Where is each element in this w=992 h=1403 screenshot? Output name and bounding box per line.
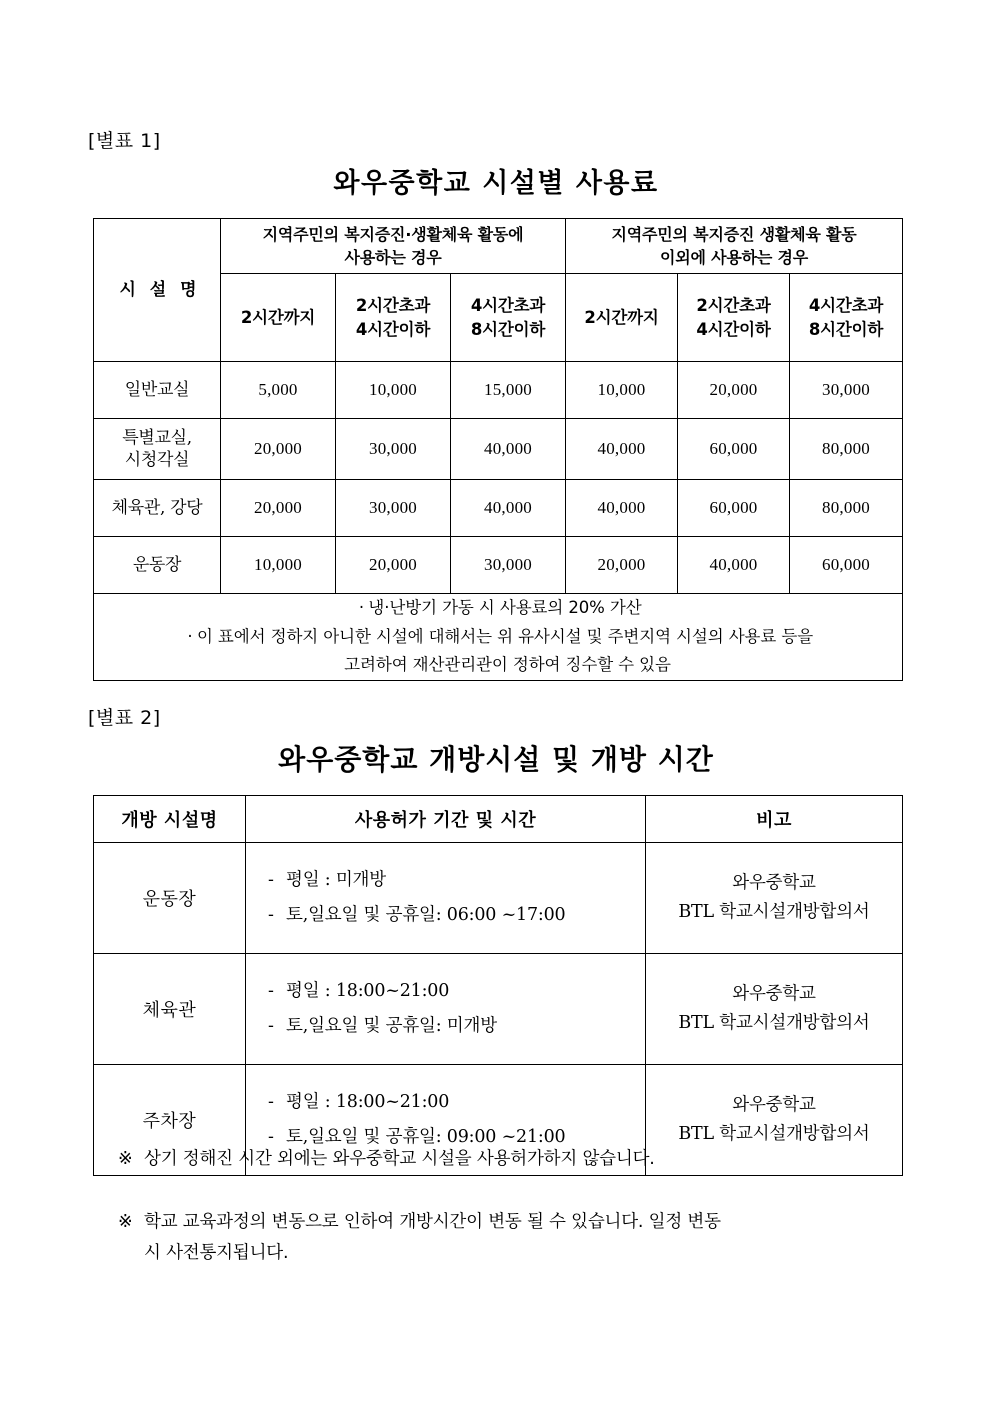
fee-cell: 40,000 [566, 419, 678, 480]
row-schedule [246, 954, 646, 1065]
fee-cell: 10,000 [336, 362, 451, 419]
row-facility-name: 주차장 [94, 1065, 246, 1176]
schedule-line: - 토,일요일 및 공휴일: 미개방 [268, 1009, 645, 1044]
fee-cell: 30,000 [451, 537, 566, 594]
dash-icon: - [268, 1016, 274, 1036]
header-duration-b1: 2시간까지 [566, 274, 678, 362]
fee-table-notes [94, 594, 903, 680]
open-table-header-row [94, 796, 903, 843]
dash-icon: - [268, 1127, 274, 1147]
schedule-line: - 평일 : 18:00~21:00 [268, 1085, 645, 1120]
fee-table-group-header-row [94, 219, 903, 274]
table-row [94, 537, 903, 594]
row-remark [646, 954, 903, 1065]
header-duration-a2: 2시간초과 4시간이하 [336, 274, 451, 362]
reference-mark-icon: ※ [118, 1149, 133, 1169]
dash-icon: - [268, 905, 274, 925]
remark-line: 와우중학교 [732, 1095, 816, 1116]
fee-cell: 20,000 [221, 480, 336, 537]
schedule-line: - 평일 : 미개방 [268, 863, 645, 898]
schedule-line: - 평일 : 18:00~21:00 [268, 974, 645, 1009]
fee-cell: 80,000 [790, 419, 903, 480]
fee-cell: 30,000 [336, 480, 451, 537]
fee-cell: 60,000 [678, 480, 790, 537]
table-row [94, 362, 903, 419]
fee-cell: 40,000 [451, 419, 566, 480]
remark-line: 와우중학교 [732, 984, 816, 1005]
schedule-line: - 토,일요일 및 공휴일: 06:00 ~17:00 [268, 898, 645, 933]
fee-cell: 40,000 [566, 480, 678, 537]
remark-line: 와우중학교 [732, 873, 816, 894]
row-facility-name: 운동장 [94, 537, 221, 594]
header-duration-a3: 4시간초과 8시간이하 [451, 274, 566, 362]
fee-cell: 10,000 [566, 362, 678, 419]
table-row [94, 843, 903, 954]
row-facility-name: 일반교실 [94, 362, 221, 419]
header-group-other: 지역주민의 복지증진 생활체육 활동 이외에 사용하는 경우 [566, 219, 903, 274]
fee-cell: 10,000 [221, 537, 336, 594]
page-title-2: 와우중학교 개방시설 및 개방 시간 [278, 743, 714, 776]
dash-icon: - [268, 1092, 274, 1112]
fee-cell: 60,000 [790, 537, 903, 594]
fee-cell: 30,000 [336, 419, 451, 480]
table-row [94, 954, 903, 1065]
header-permitted-period: 사용허가 기간 및 시간 [246, 796, 646, 843]
note-line: · 이 표에서 정하지 아니한 시설에 대해서는 위 유사시설 및 주변지역 시설의 사용료 등을 [94, 623, 902, 651]
remark-line: BTL 학교시설개방합의서 [678, 1124, 870, 1144]
fee-cell: 40,000 [451, 480, 566, 537]
fee-cell: 20,000 [221, 419, 336, 480]
row-facility-name: 체육관, 강당 [94, 480, 221, 537]
fee-cell: 20,000 [566, 537, 678, 594]
header-group-welfare: 지역주민의 복지증진·생활체육 활동에 사용하는 경우 [221, 219, 566, 274]
page-title-1: 와우중학교 시설별 사용료 [333, 168, 659, 199]
fee-cell: 30,000 [790, 362, 903, 419]
fee-cell: 20,000 [678, 362, 790, 419]
facility-fee-table [93, 218, 903, 681]
header-duration-b2: 2시간초과 4시간이하 [678, 274, 790, 362]
row-remark [646, 843, 903, 954]
header-open-facility: 개방 시설명 [94, 796, 246, 843]
note-line: 고려하여 재산관리관이 정하여 징수할 수 있음 [344, 655, 671, 675]
header-duration-b3: 4시간초과 8시간이하 [790, 274, 903, 362]
remark-line: BTL 학교시설개방합의서 [678, 902, 870, 922]
open-table-body [94, 843, 903, 1176]
schedule-line: - 토,일요일 및 공휴일: 09:00 ~21:00 [268, 1120, 645, 1155]
row-facility-name: 체육관 [94, 954, 246, 1065]
row-facility-name: 운동장 [94, 843, 246, 954]
fee-cell: 20,000 [336, 537, 451, 594]
table-row [94, 419, 903, 480]
bullet-icon: · [187, 626, 193, 646]
header-facility-name: 시 설 명 [94, 219, 221, 362]
fee-table-body [94, 362, 903, 680]
bullet-icon: · [358, 598, 364, 618]
header-remark: 비고 [646, 796, 903, 843]
fee-cell: 40,000 [678, 537, 790, 594]
fee-table-notes-row [94, 594, 903, 680]
fee-cell: 15,000 [451, 362, 566, 419]
fee-cell: 80,000 [790, 480, 903, 537]
reference-mark-icon: ※ [118, 1212, 133, 1232]
facility-open-hours-table [93, 795, 903, 1176]
header-duration-a1: 2시간까지 [221, 274, 336, 362]
row-facility-name: 특별교실, 시청각실 [94, 419, 221, 480]
annex-label-1: [별표 1] [88, 130, 161, 152]
fee-cell: 5,000 [221, 362, 336, 419]
notice-line: 시 사전통지됩니다. [144, 1242, 289, 1263]
annex-label-2: [별표 2] [88, 707, 161, 729]
dash-icon: - [268, 870, 274, 890]
note-line: · 냉·난방기 가동 시 사용료의 20% 가산 [94, 594, 902, 622]
notice-2: ※ 학교 교육과정의 변동으로 인하여 개방시간이 변동 될 수 있습니다. 일정 변동 시 사전통지됩니다. [118, 1207, 918, 1268]
remark-line: BTL 학교시설개방합의서 [678, 1013, 870, 1033]
row-schedule [246, 843, 646, 954]
dash-icon: - [268, 981, 274, 1001]
open-table-head [94, 796, 903, 843]
table-row [94, 480, 903, 537]
fee-cell: 60,000 [678, 419, 790, 480]
fee-table-head [94, 219, 903, 362]
notice-1: ※ 상기 정해진 시간 외에는 와우중학교 시설을 사용허가하지 않습니다. [118, 1144, 918, 1175]
